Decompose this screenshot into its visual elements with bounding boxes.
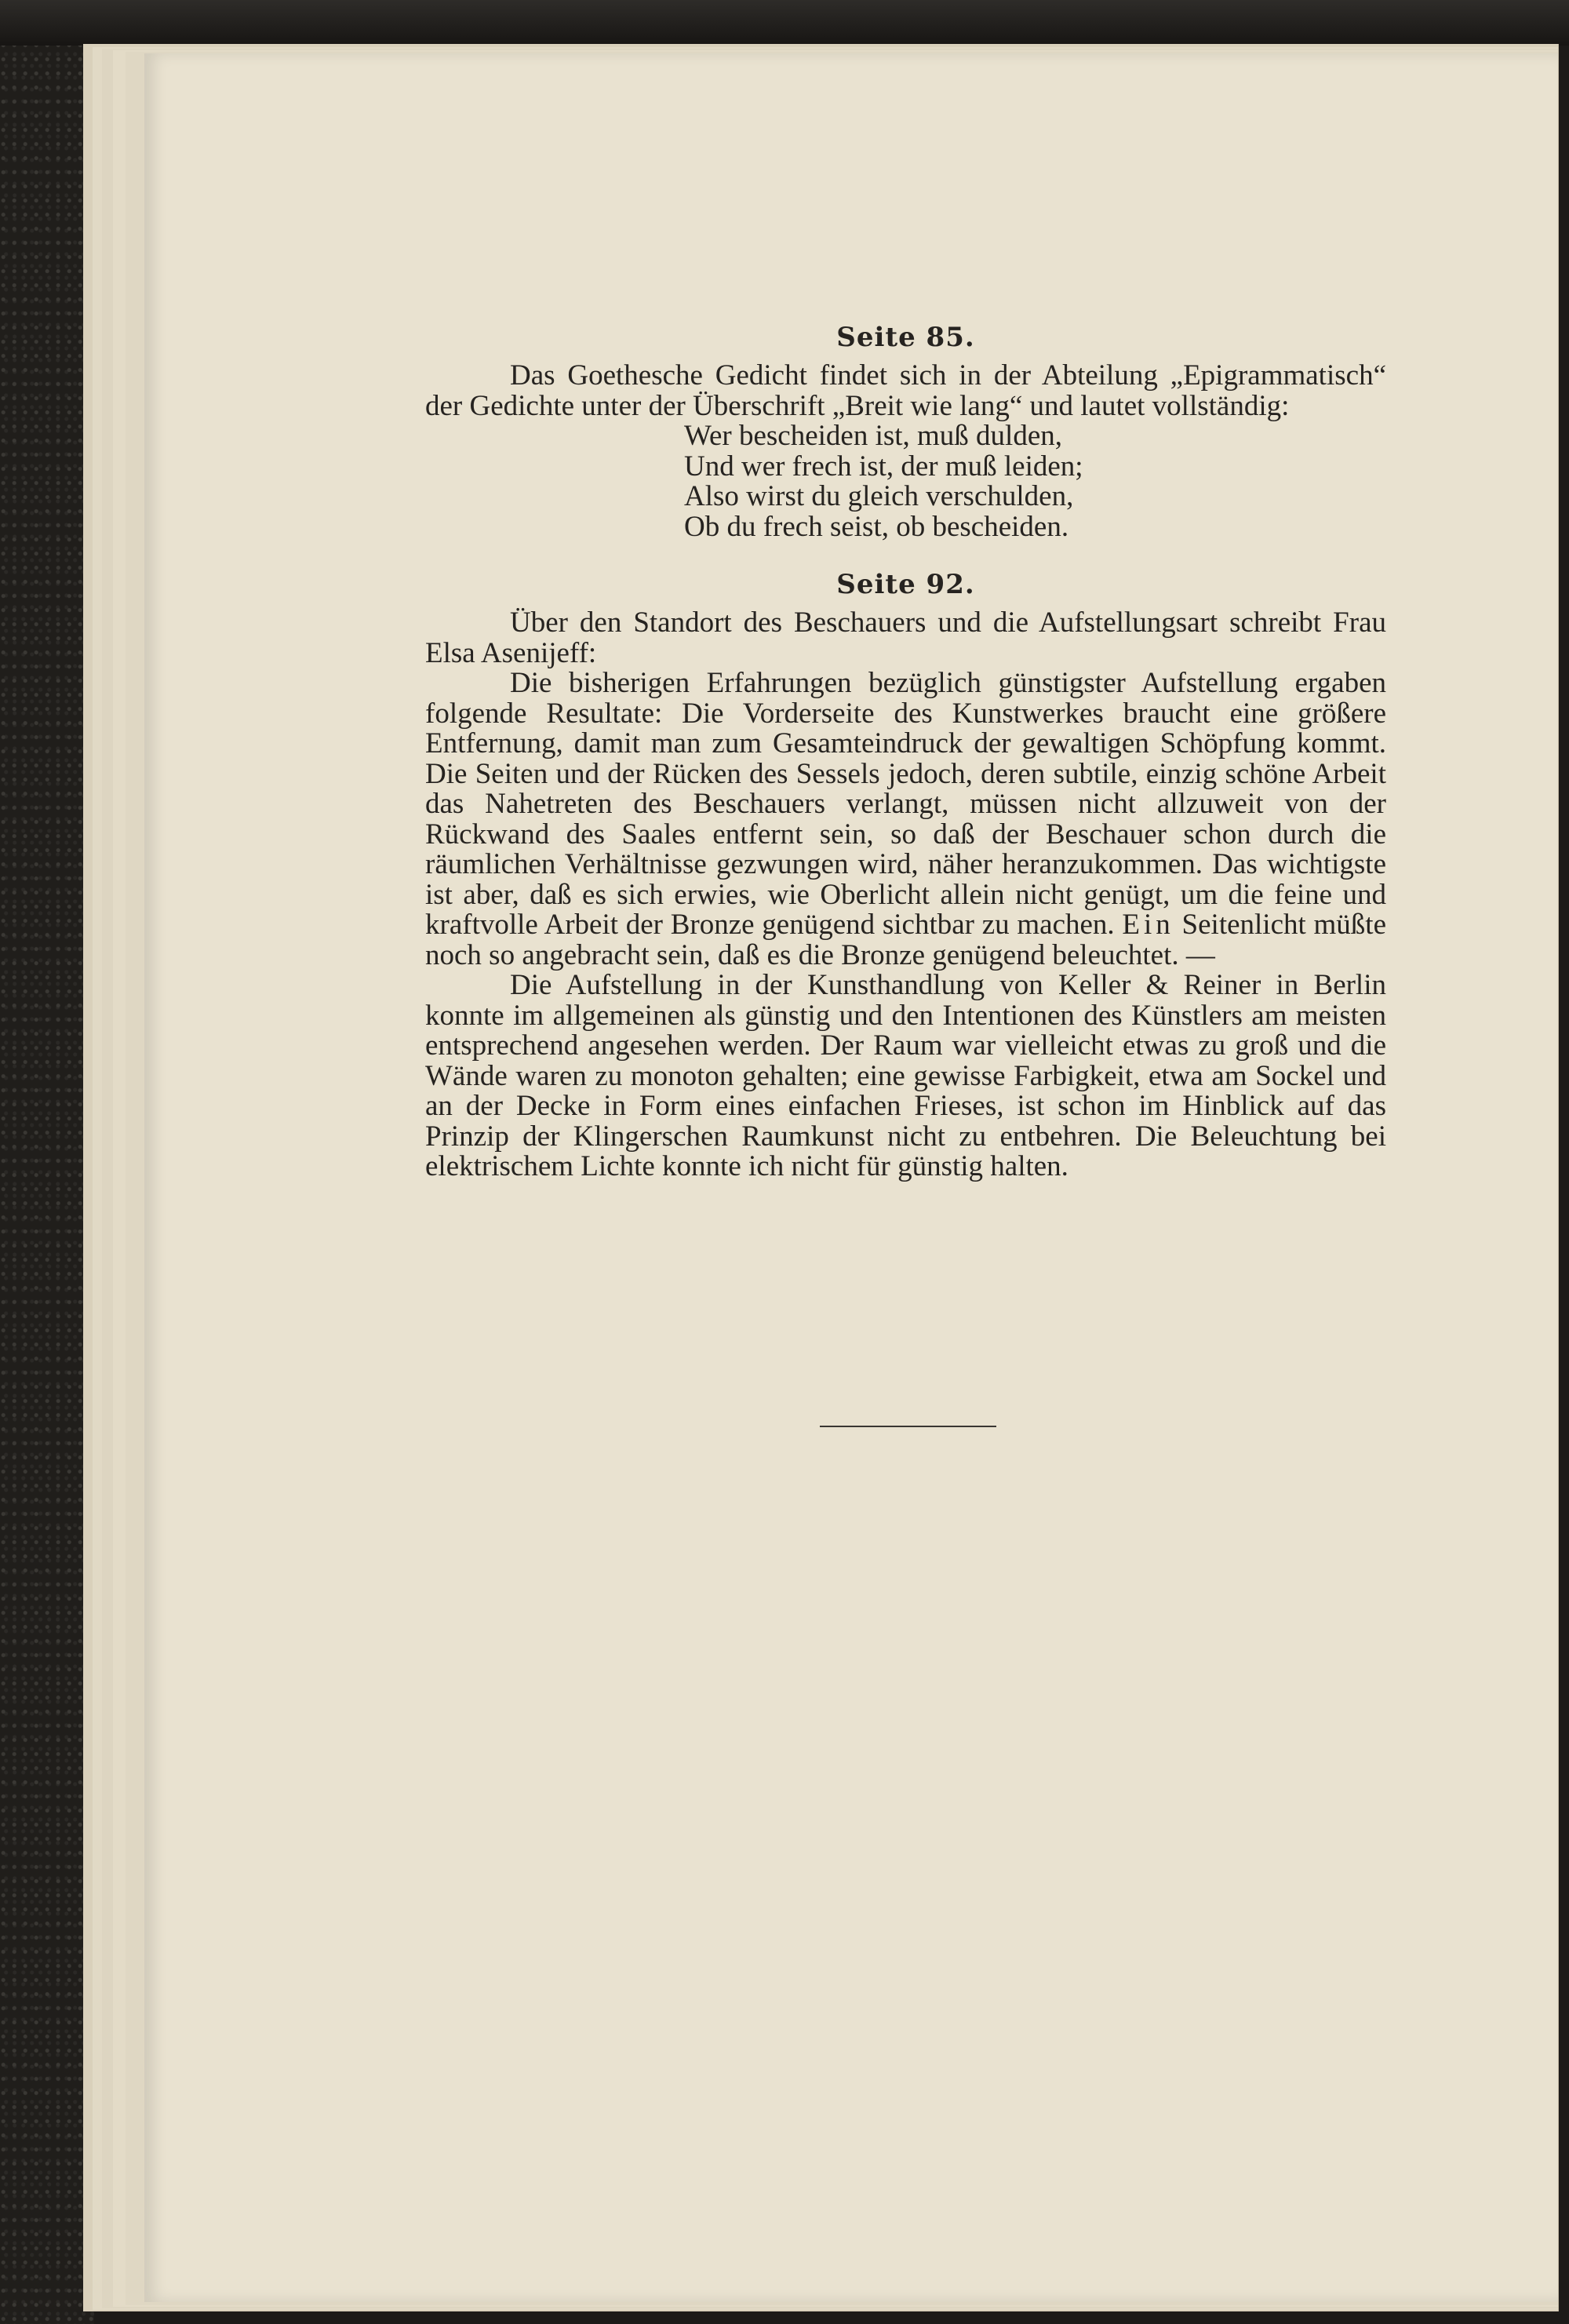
page-content bbox=[425, 314, 1386, 1182]
verse-line: Also wirst du gleich verschulden, bbox=[684, 480, 1074, 512]
book-binding-top bbox=[0, 0, 1569, 46]
quote-paragraph: Die Aufstellung in der Kunsthandlung von Keller & Reiner in Berlin konnte im allgemeinen als günstig und den Intentionen des Künstlers am meisten entsprechend angesehen werden. Der Raum war vielleicht etwas zu groß und die Wände waren zu monoton gehalten; eine gewisse Farbigkeit, etwa am Sockel und an der Decke in Form eines einfachen Frieses, ist schon im Hinblick auf das Prinzip der Klingerschen Raumkunst nicht zu entbehren. Die Beleuchtung bei elektrischem Lichte konnte ich nicht für günstig halten. bbox=[425, 969, 1386, 1182]
poem-verse bbox=[684, 421, 1386, 542]
end-rule bbox=[820, 1426, 996, 1427]
verse-line: Und wer frech ist, der muß leiden; bbox=[684, 450, 1083, 483]
quote-text: Die bisherigen Erfahrungen bezüglich günstigster Aufstellung ergaben folgende Resultate: Die Vorderseite des Kunstwerkes braucht eine größere Entfernung, damit man zum Gesamteindruck der gewaltigen Schöpfung kommt. Die Seiten und der Rücken des Sessels jedoch, deren subtile, einzig schöne Arbeit das Nahetreten des Beschauers verlangt, müssen nicht allzuweit von der Rückwand des Saales entfernt sein, so daß der Beschauer schon durch die räumlichen Verhältnisse gezwungen wird, näher heranzukommen. Das wichtigste ist aber, daß es sich erwies, wie Oberlicht allein nicht genügt, um die feine und kraftvolle Arbeit der Bronze genügend sichtbar zu machen. bbox=[425, 667, 1386, 941]
spaced-emphasis: Ein bbox=[1122, 909, 1174, 941]
section-heading-seite-85: Seite 85. bbox=[836, 322, 975, 353]
verse-line: Ob du frech seist, ob bescheiden. bbox=[684, 510, 1069, 543]
quotation-block bbox=[425, 668, 1386, 1182]
section-heading-seite-92: Seite 92. bbox=[836, 569, 975, 600]
verse-line: Wer bescheiden ist, muß dulden, bbox=[684, 420, 1063, 452]
section-intro-paragraph: Das Goethesche Gedicht findet sich in der Abteilung „Epigrammatisch“ der Gedichte unter der Überschrift „Breit wie lang“ und lautet vollständig: bbox=[425, 359, 1386, 422]
section-intro-paragraph: Über den Standort des Beschauers und die Aufstellungsart schreibt Frau Elsa Asenijeff: bbox=[425, 606, 1386, 669]
quote-text: Seitenlicht müßte noch so angebracht sein, daß es die Bronze genügend beleuchtet. — bbox=[425, 909, 1387, 971]
quote-paragraph bbox=[425, 668, 1386, 971]
book-cover bbox=[0, 0, 94, 2324]
